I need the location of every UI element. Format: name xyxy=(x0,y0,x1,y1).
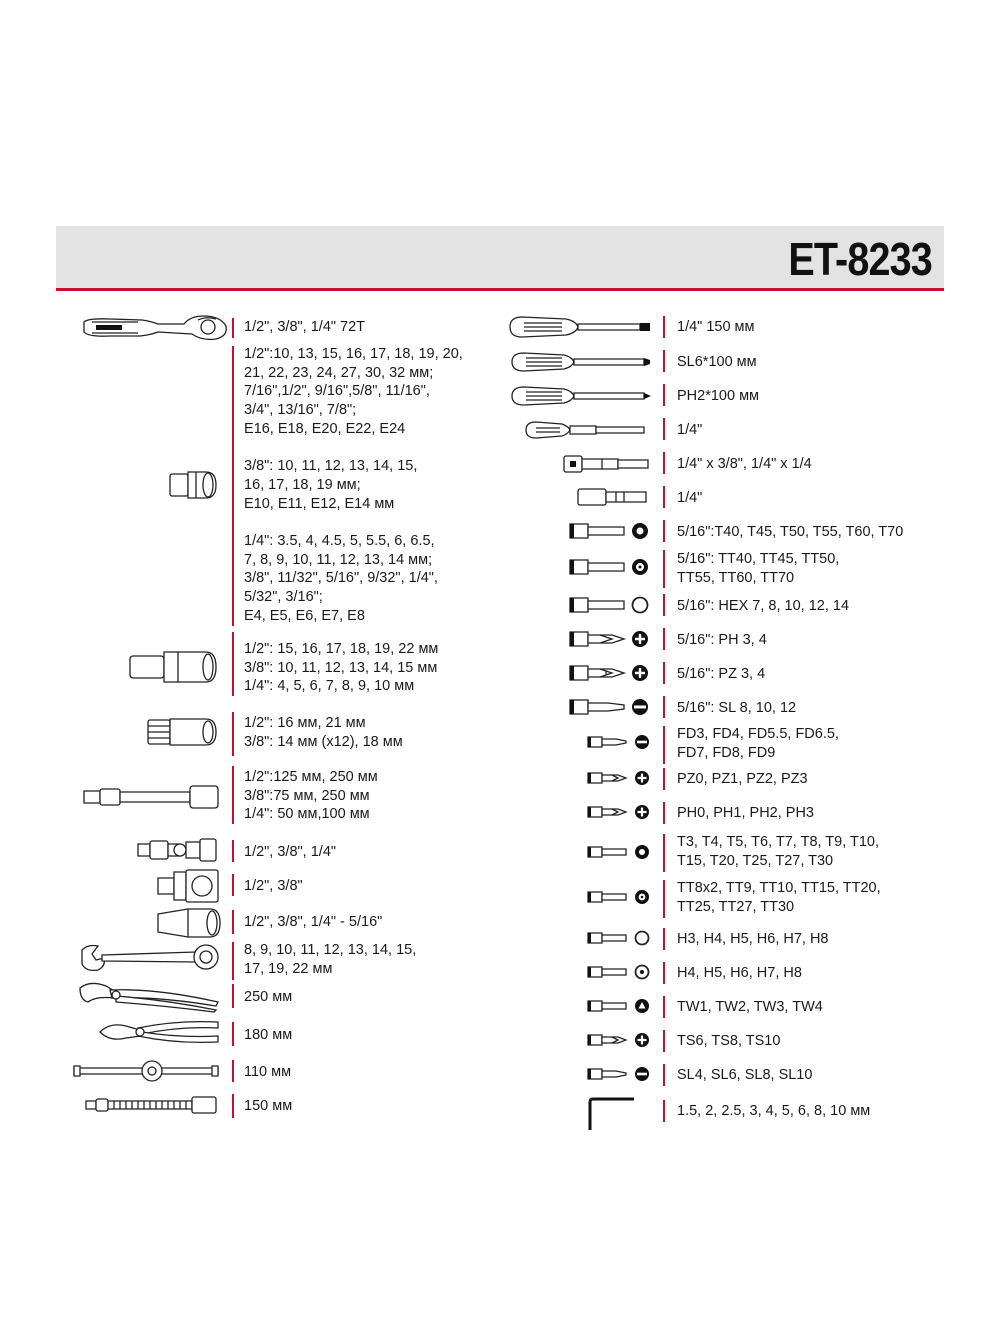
item-spec: 1/2": 15, 16, 17, 18, 19, 22 мм 3/8": 10, 11, 12, 13, 14, 15 мм 1/4": 4, 5, 6, 7, 8, 9, 10 мм xyxy=(244,641,439,695)
t-small-bit-icon xyxy=(586,842,652,862)
ph-small-bit-icon xyxy=(586,802,652,822)
t-bar-handle-icon xyxy=(72,1058,222,1084)
slotted-bit-icon xyxy=(568,696,652,718)
bit-holder-icon xyxy=(576,486,652,508)
item-spec: 1/2", 3/8", 1/4" 72T xyxy=(244,319,366,335)
item-spec: 5/16": SL 8, 10, 12 xyxy=(677,700,797,716)
universal-joint-icon xyxy=(136,836,220,864)
item-spec: 5/16": PZ 3, 4 xyxy=(677,666,766,682)
extension-bar-icon xyxy=(82,782,222,812)
item-spec: TT8x2, TT9, TT10, TT15, TT20, TT25, TT27, TT30 xyxy=(677,880,881,915)
item-spec: 250 мм xyxy=(244,989,293,1005)
ts-small-bit-icon xyxy=(586,1030,652,1050)
tt-small-bit-icon xyxy=(586,887,652,907)
torx-bit-icon xyxy=(568,520,652,542)
item-spec: 8, 9, 10, 11, 12, 13, 14, 15, 17, 19, 22 мм xyxy=(244,942,417,977)
item-spec: 5/16":T40, T45, T50, T55, T60, T70 xyxy=(677,524,904,540)
item-spec: SL4, SL6, SL8, SL10 xyxy=(677,1067,813,1083)
item-spec: PH0, PH1, PH2, PH3 xyxy=(677,805,814,821)
item-spec: 5/16": PH 3, 4 xyxy=(677,632,767,648)
spark-plug-socket-icon xyxy=(146,716,220,748)
item-spec: 1/4" x 3/8", 1/4" x 1/4 xyxy=(677,456,812,472)
item-spec: 5/16": TT40, TT45, TT50, TT55, TT60, TT70 xyxy=(677,551,840,586)
ratchet-handle-icon xyxy=(80,312,230,342)
combination-pliers-icon xyxy=(96,1016,222,1048)
tw-small-bit-icon xyxy=(586,996,652,1016)
item-spec: 1/2": 16 мм, 21 мм 3/8": 14 мм (x12), 18 мм xyxy=(244,715,403,750)
hex-bit-icon xyxy=(568,594,652,616)
socket-icon xyxy=(168,468,220,502)
item-spec: 110 мм xyxy=(244,1064,292,1080)
fd-bit-icon xyxy=(586,732,652,752)
item-spec: 1/4" 150 мм xyxy=(677,319,755,335)
item-spec: FD3, FD4, FD5.5, FD6.5, FD7, FD8, FD9 xyxy=(677,726,839,761)
item-spec: TS6, TS8, TS10 xyxy=(677,1033,781,1049)
item-spec: SL6*100 мм xyxy=(677,354,757,370)
h-tamper-small-bit-icon xyxy=(586,962,652,982)
bit-screwdriver-icon xyxy=(506,314,654,340)
tamper-torx-bit-icon xyxy=(568,556,652,578)
item-spec: 1/2", 3/8", 1/4" xyxy=(244,844,337,860)
item-spec: 1/4" xyxy=(677,490,703,506)
reducer-icon xyxy=(154,906,224,940)
phillips-screwdriver-icon xyxy=(508,384,654,408)
item-spec: PH2*100 мм xyxy=(677,388,760,404)
hex-key-icon xyxy=(586,1096,638,1132)
slotted-screwdriver-icon xyxy=(508,350,654,374)
item-spec: 180 мм xyxy=(244,1027,293,1043)
item-spec: 1/2", 3/8" xyxy=(244,878,303,894)
h-small-bit-icon xyxy=(586,928,652,948)
deep-socket-icon xyxy=(128,648,220,686)
item-spec: T3, T4, T5, T6, T7, T8, T9, T10, T15, T20, T25, T27, T30 xyxy=(677,834,880,869)
model-title: ET-8233 xyxy=(788,233,932,285)
item-spec: 1/2":10, 13, 15, 16, 17, 18, 19, 20, 21, 22, 23, 24, 27, 30, 32 мм; 7/16",1/2", 9/16",5/8", 11/16", 3/4", 13/16", 7/8"; E16, E18, E20, E22, E24 3/8": 10, 11, 12, 13, 14, 15, 16, 17, 18, 19 мм; E10, E11, E12, E14 мм 1/4": 3.5, 4, 4.5, 5, 5.5, 6, 6.5, 7, 8, 9, 10, 11, 12, 13, 14 мм; 3/8", 11/32", 5/16", 9/32", 1/4", 5/32", 3/16"; E4, E5, E6, E7, E8 xyxy=(244,346,463,624)
pozidriv-bit-icon xyxy=(568,662,652,684)
sl-small-bit-icon xyxy=(586,1064,652,1084)
item-spec: 1/4" xyxy=(677,422,703,438)
flexible-extension-icon xyxy=(84,1094,220,1116)
item-spec: 1.5, 2, 2.5, 3, 4, 5, 6, 8, 10 мм xyxy=(677,1103,871,1119)
water-pump-pliers-icon xyxy=(76,978,222,1014)
bit-adapter-icon xyxy=(562,452,652,476)
item-spec: PZ0, PZ1, PZ2, PZ3 xyxy=(677,771,808,787)
header-band xyxy=(56,226,944,291)
phillips-bit-icon xyxy=(568,628,652,650)
item-spec: 150 мм xyxy=(244,1098,293,1114)
item-spec: H3, H4, H5, H6, H7, H8 xyxy=(677,931,829,947)
item-spec: TW1, TW2, TW3, TW4 xyxy=(677,999,823,1015)
pz-small-bit-icon xyxy=(586,768,652,788)
item-spec: 5/16": HEX 7, 8, 10, 12, 14 xyxy=(677,598,850,614)
adapter-icon xyxy=(156,868,222,904)
item-spec: 1/2", 3/8", 1/4" - 5/16" xyxy=(244,914,383,930)
item-spec: 1/2":125 мм, 250 мм 3/8":75 мм, 250 мм 1/4": 50 мм,100 мм xyxy=(244,769,378,823)
bit-holder-handle-icon xyxy=(522,418,652,442)
combination-wrench-icon xyxy=(78,942,222,974)
item-spec: H4, H5, H6, H7, H8 xyxy=(677,965,802,981)
